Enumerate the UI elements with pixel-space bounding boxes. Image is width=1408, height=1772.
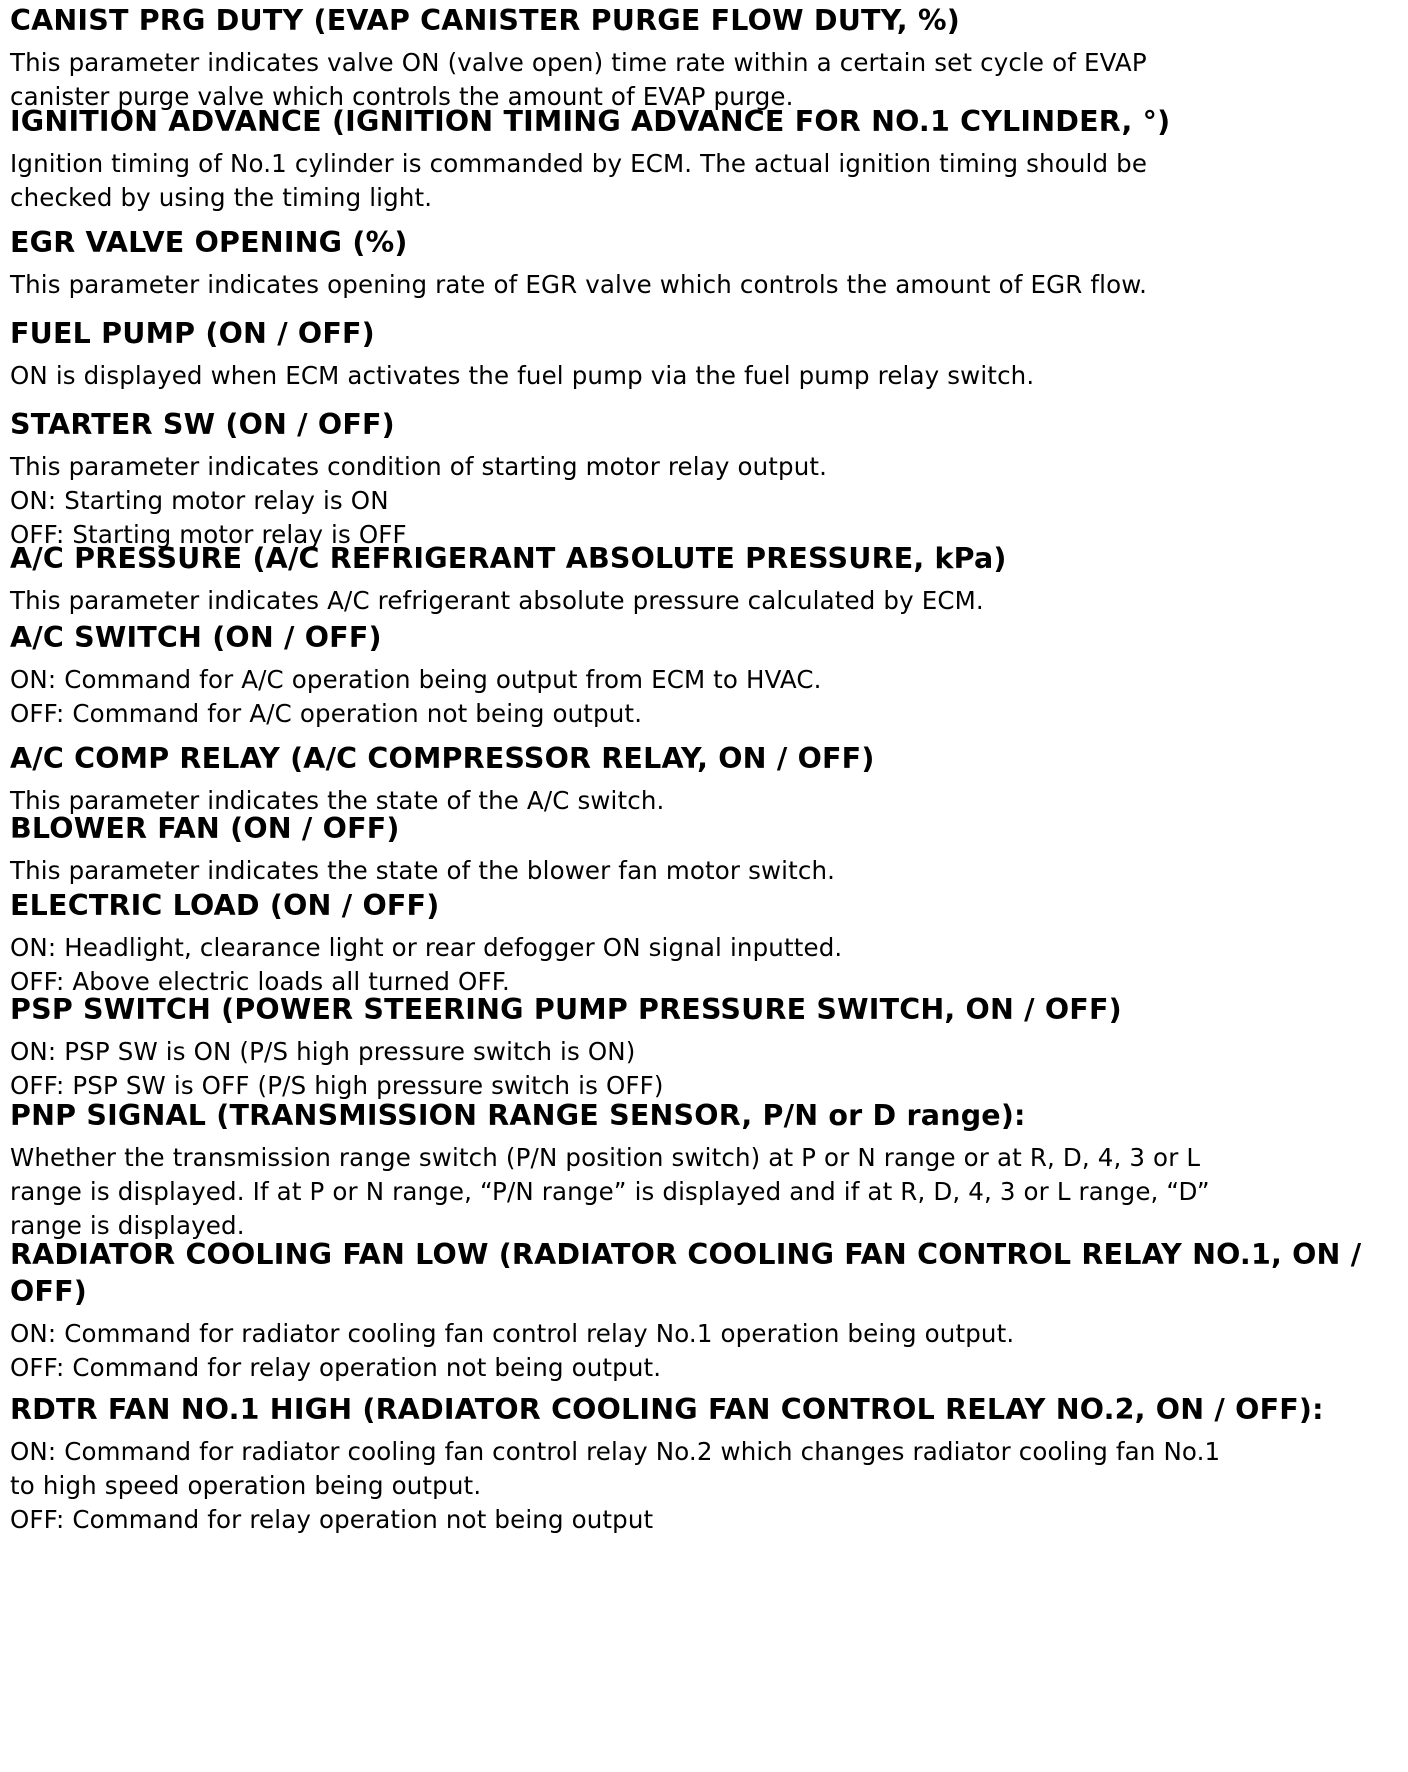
section-heading: ELECTRIC LOAD (ON / OFF) — [10, 889, 440, 922]
section-radiator-cooling-fan-low — [10, 1236, 1402, 1385]
section-starter-sw — [10, 406, 1402, 552]
section-text-line: This parameter indicates valve ON (valve open) time rate within a certain set cycle of EVAP — [10, 48, 1147, 77]
section-text-line: OFF: Command for A/C operation not being output. — [10, 699, 643, 728]
section-heading: BLOWER FAN (ON / OFF) — [10, 812, 400, 845]
section-heading: EGR VALVE OPENING (%) — [10, 226, 408, 259]
section-blower-fan — [10, 810, 1402, 888]
section-text-line: ON: Command for radiator cooling fan control relay No.2 which changes radiator cooling fan No.1 — [10, 1437, 1221, 1466]
section-pnp-signal — [10, 1097, 1402, 1243]
section-heading: STARTER SW (ON / OFF) — [10, 408, 395, 441]
section-text-line: ON: Command for A/C operation being output from ECM to HVAC. — [10, 665, 822, 694]
section-text-line: Ignition timing of No.1 cylinder is commanded by ECM. The actual ignition timing should be — [10, 149, 1148, 178]
section-text-line: range is displayed. — [10, 1211, 245, 1240]
section-heading: A/C PRESSURE (A/C REFRIGERANT ABSOLUTE PRESSURE, kPa) — [10, 542, 1007, 575]
section-psp-switch — [10, 991, 1402, 1103]
section-text-line: ON is displayed when ECM activates the fuel pump via the fuel pump relay switch. — [10, 361, 1035, 390]
section-ac-pressure — [10, 540, 1402, 618]
section-heading: CANIST PRG DUTY (EVAP CANISTER PURGE FLOW DUTY, %) — [10, 4, 960, 37]
section-text-line: ON: Starting motor relay is ON — [10, 486, 389, 515]
section-heading: PSP SWITCH (POWER STEERING PUMP PRESSURE SWITCH, ON / OFF) — [10, 993, 1122, 1026]
section-text-line: This parameter indicates A/C refrigerant absolute pressure calculated by ECM. — [10, 586, 984, 615]
section-text-line: range is displayed. If at P or N range, “P/N range” is displayed and if at R, D, 4, 3 or L range, “D” — [10, 1177, 1210, 1206]
section-heading: RADIATOR COOLING FAN LOW (RADIATOR COOLING FAN CONTROL RELAY NO.1, ON / OFF) — [10, 1238, 1362, 1308]
section-canist-prg-duty — [10, 2, 1402, 114]
section-text-line: checked by using the timing light. — [10, 183, 433, 212]
section-text-line: Whether the transmission range switch (P/N position switch) at P or N range or at R, D, 4, 3 or L — [10, 1143, 1201, 1172]
section-rdtr-fan-high — [10, 1391, 1402, 1537]
section-text-line: ON: PSP SW is ON (P/S high pressure switch is ON) — [10, 1037, 636, 1066]
section-text-line: OFF: Starting motor relay is OFF — [10, 520, 407, 549]
section-heading: FUEL PUMP (ON / OFF) — [10, 317, 375, 350]
section-egr-valve-opening — [10, 224, 1402, 302]
section-text-line: ON: Command for radiator cooling fan control relay No.1 operation being output. — [10, 1319, 1015, 1348]
section-text-line: OFF: Command for relay operation not being output — [10, 1505, 654, 1534]
section-heading: A/C COMP RELAY (A/C COMPRESSOR RELAY, ON / OFF) — [10, 742, 875, 775]
section-text-line: ON: Headlight, clearance light or rear defogger ON signal inputted. — [10, 933, 843, 962]
section-text-line: to high speed operation being output. — [10, 1471, 482, 1500]
section-text-line: This parameter indicates the state of the blower fan motor switch. — [10, 856, 836, 885]
section-text-line: OFF: PSP SW is OFF (P/S high pressure switch is OFF) — [10, 1071, 664, 1100]
section-text-line: OFF: Command for relay operation not being output. — [10, 1353, 662, 1382]
section-text-line: This parameter indicates condition of starting motor relay output. — [10, 452, 828, 481]
section-heading: A/C SWITCH (ON / OFF) — [10, 621, 382, 654]
section-text-line: canister purge valve which controls the amount of EVAP purge. — [10, 82, 794, 111]
section-heading: RDTR FAN NO.1 HIGH (RADIATOR COOLING FAN CONTROL RELAY NO.2, ON / OFF): — [10, 1393, 1324, 1426]
section-heading: PNP SIGNAL (TRANSMISSION RANGE SENSOR, P/N or D range): — [10, 1099, 1026, 1132]
section-text-line: This parameter indicates the state of the A/C switch. — [10, 786, 665, 815]
section-ignition-advance — [10, 103, 1402, 215]
section-ac-switch — [10, 619, 1402, 731]
section-ac-comp-relay — [10, 740, 1402, 818]
section-text-line: This parameter indicates opening rate of EGR valve which controls the amount of EGR flow. — [10, 270, 1148, 299]
section-electric-load — [10, 887, 1402, 999]
section-heading: IGNITION ADVANCE (IGNITION TIMING ADVANCE FOR NO.1 CYLINDER, °) — [10, 105, 1171, 138]
section-text-line: OFF: Above electric loads all turned OFF. — [10, 967, 510, 996]
section-fuel-pump — [10, 315, 1402, 393]
